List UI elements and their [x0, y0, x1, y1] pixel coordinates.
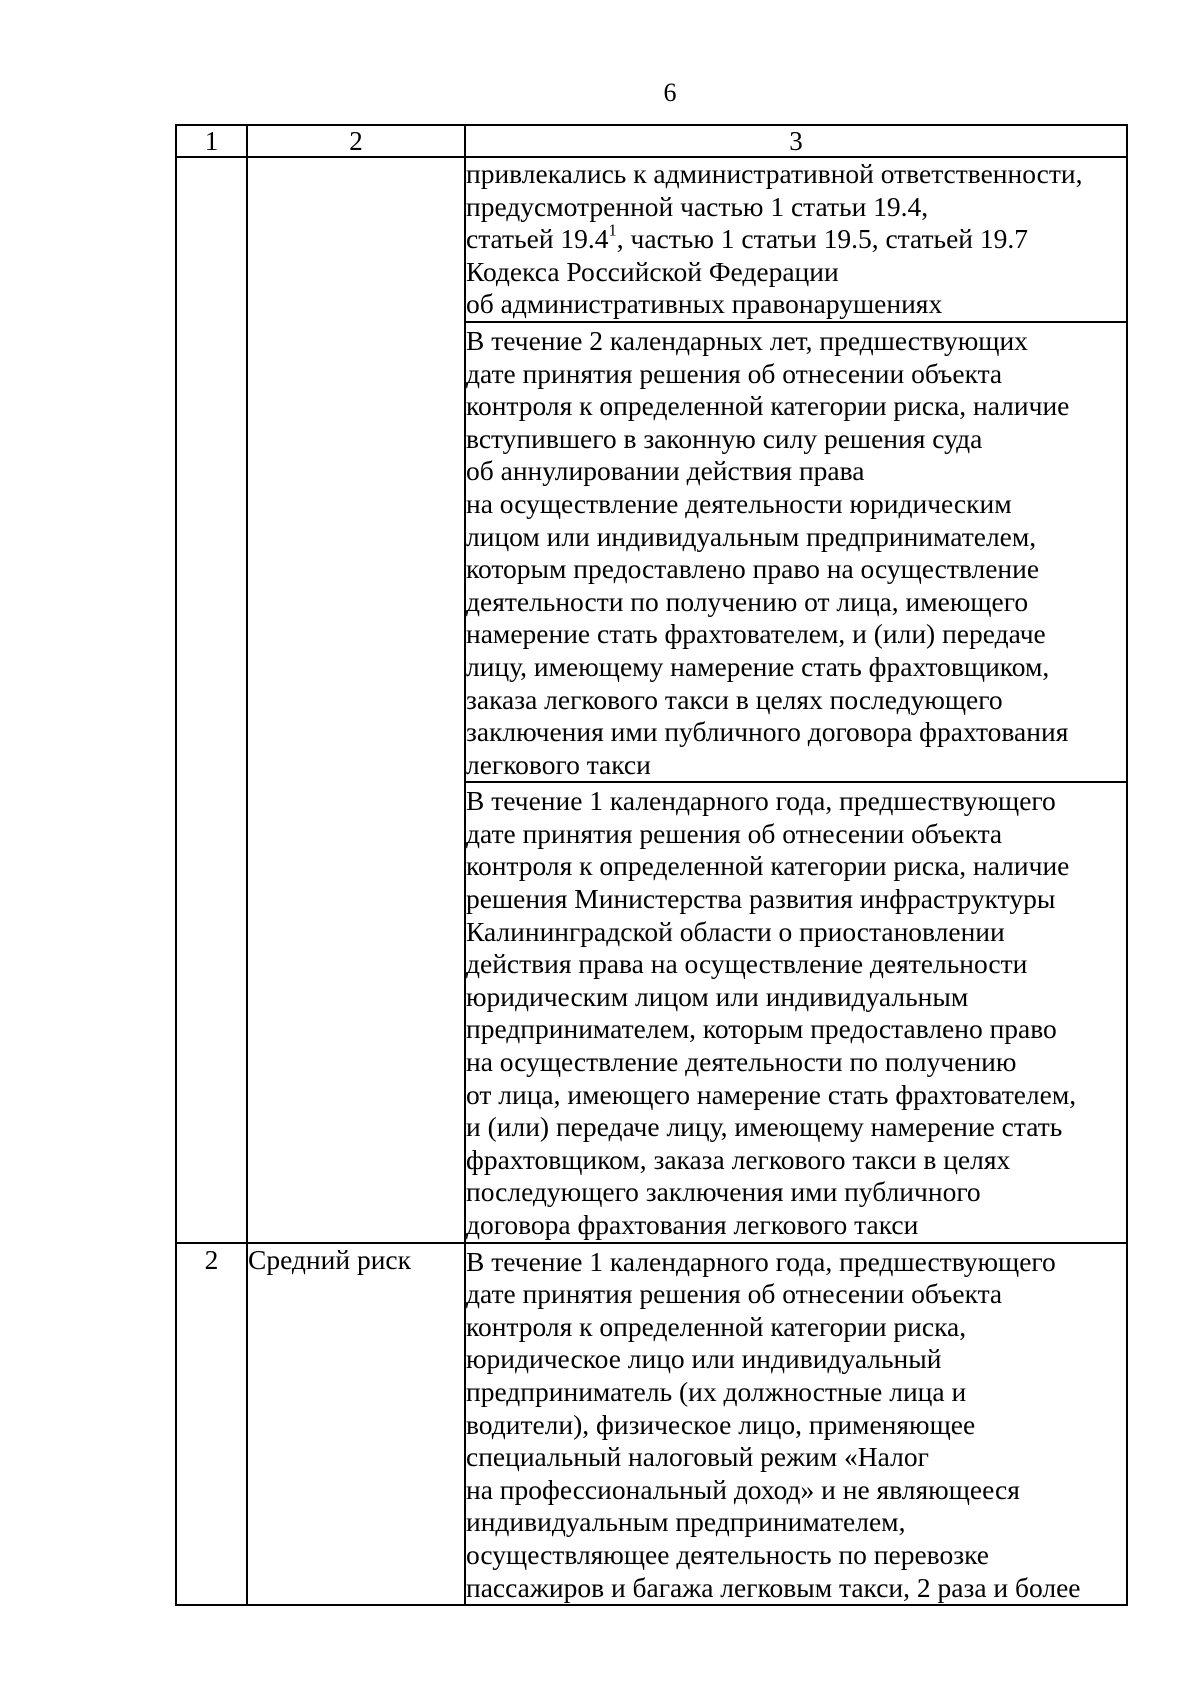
criterion-cell: В течение 2 календарных лет, предшествующих дате принятия решения об отнесении объекта контроля к определенной категории риска, наличие вступившего в законную силу решения суда об аннулировании действия права на осуществление деятельности юридическим лицом или индивидуальным предпринимателем, которым предоставлено право на осуществление деятельности по получению от лица, имеющего намерение стать фрахтователем, и (или) передаче лицу, имеющему намерение стать фрахтовщиком, заказа легкового такси в целях последующего заключения ими публичного договора фрахтования легкового такси	[465, 322, 1127, 782]
criterion-cell	[465, 157, 1127, 322]
column-number-3: 3	[465, 125, 1127, 157]
table-row	[176, 782, 1127, 1242]
risk-category-cell: Средний риск	[247, 1243, 465, 1606]
superscript-marker: 1	[608, 220, 617, 240]
criterion-cell: В течение 1 календарного года, предшествующего дате принятия решения об отнесении объекта контроля к определенной категории риска, наличие решения Министерства развития инфраструктуры Калининградской области о приостановлении действия права на осуществление деятельности юридическим лицом или индивидуальным предпринимателем, которым предоставлено право на осуществление деятельности по получению от лица, имеющего намерение стать фрахтователем, и (или) передаче лицу, имеющему намерение стать фрахтовщиком, заказа легкового такси в целях последующего заключения ими публичного договора фрахтования легкового такси	[465, 782, 1127, 1242]
criterion-text: привлекались к административной ответственности, предусмотренной частью 1 статьи 19.4, статьей 19.4	[466, 158, 1083, 255]
column-number-1: 1	[176, 125, 247, 157]
table-row	[176, 1243, 1127, 1606]
row-number-cell	[176, 322, 247, 782]
risk-category-cell	[247, 782, 465, 1242]
risk-criteria-table	[175, 124, 1128, 1606]
row-number-cell: 2	[176, 1243, 247, 1606]
risk-category-cell	[247, 157, 465, 322]
page-number: 6	[663, 78, 677, 107]
risk-category-cell	[247, 322, 465, 782]
criterion-cell: В течение 1 календарного года, предшествующего дате принятия решения об отнесении объекта контроля к определенной категории риска, юридическое лицо или индивидуальный предприниматель (их должностные лица и водители), физическое лицо, применяющее специальный налоговый режим «Налог на профессиональный доход» и не являющееся индивидуальным предпринимателем, осуществляющее деятельность по перевозке пассажиров и багажа легковым такси, 2 раза и более	[465, 1243, 1127, 1606]
column-number-2: 2	[247, 125, 465, 157]
row-number-cell	[176, 157, 247, 322]
row-number-cell	[176, 782, 247, 1242]
table-header-row	[176, 125, 1127, 157]
criterion-text-continued: , частью 1 статьи 19.5, статьей 19.7 Кодекса Российской Федерации об административных правонарушениях	[466, 223, 1029, 320]
table-row	[176, 157, 1127, 322]
table-row	[176, 322, 1127, 782]
